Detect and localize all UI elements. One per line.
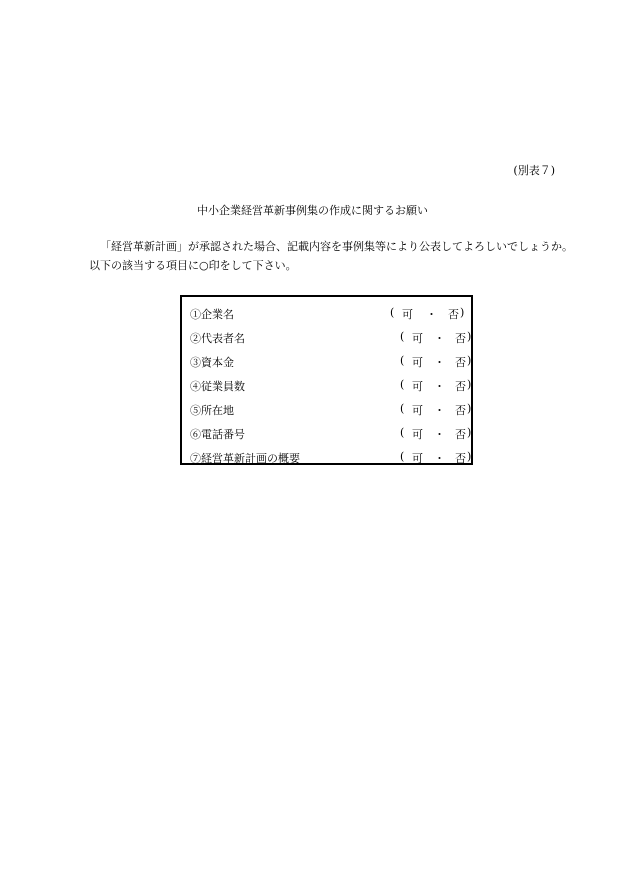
- consent-row-label: ⑤所在地: [190, 404, 234, 417]
- option-no[interactable]: 否: [455, 380, 466, 393]
- paren-close: ): [467, 378, 472, 391]
- option-no[interactable]: 否: [455, 332, 466, 345]
- option-separator: ・: [434, 452, 445, 465]
- paren-open: (: [400, 402, 405, 415]
- paren-close: ): [460, 306, 465, 319]
- consent-row-capital: [190, 354, 472, 372]
- option-yes[interactable]: 可: [412, 452, 423, 465]
- option-separator: ・: [434, 332, 445, 345]
- consent-row-label: ②代表者名: [190, 332, 245, 345]
- paren-open: (: [400, 378, 405, 391]
- consent-row-label: ④従業員数: [190, 380, 245, 393]
- consent-row-address: [190, 402, 472, 420]
- option-yes[interactable]: 可: [402, 308, 413, 321]
- option-yes[interactable]: 可: [412, 428, 423, 441]
- consent-row-label: ⑦経営革新計画の概要: [190, 452, 300, 465]
- paren-open: (: [400, 426, 405, 439]
- paren-close: ): [467, 402, 472, 415]
- paren-close: ): [467, 354, 472, 367]
- consent-row-employees: [190, 378, 472, 396]
- consent-row-label: ③資本金: [190, 356, 234, 369]
- paren-open: (: [400, 450, 405, 463]
- consent-row-representative: [190, 330, 472, 348]
- consent-row-label: ①企業名: [190, 308, 234, 321]
- option-no[interactable]: 否: [455, 404, 466, 417]
- option-yes[interactable]: 可: [412, 332, 423, 345]
- paren-open: (: [390, 306, 395, 319]
- option-separator: ・: [434, 380, 445, 393]
- option-separator: ・: [434, 404, 445, 417]
- annex-label: (別表７): [513, 164, 555, 177]
- document-title: 中小企業経営革新事例集の作成に関するお願い: [197, 204, 428, 217]
- option-yes[interactable]: 可: [412, 380, 423, 393]
- consent-row-company-name: [190, 306, 467, 324]
- option-separator: ・: [434, 428, 445, 441]
- option-no[interactable]: 否: [455, 428, 466, 441]
- consent-row-plan-summary: [190, 450, 472, 468]
- paren-open: (: [400, 330, 405, 343]
- option-yes[interactable]: 可: [412, 404, 423, 417]
- option-no[interactable]: 否: [455, 356, 466, 369]
- option-no[interactable]: 否: [455, 452, 466, 465]
- option-no[interactable]: 否: [448, 308, 459, 321]
- consent-row-label: ⑥電話番号: [190, 428, 245, 441]
- consent-row-phone: [190, 426, 472, 444]
- paren-open: (: [400, 354, 405, 367]
- intro-line-2: 以下の該当する項目に○印をして下さい。: [89, 259, 297, 272]
- consent-table: [180, 295, 473, 465]
- intro-text: [89, 237, 573, 275]
- option-separator: ・: [434, 356, 445, 369]
- paren-close: ): [467, 330, 472, 343]
- option-separator: ・: [426, 308, 437, 321]
- paren-close: ): [467, 450, 472, 463]
- intro-line-1: 「経営革新計画」が承認された場合、記載内容を事例集等により公表してよろしいでしょうか。: [100, 240, 573, 253]
- option-yes[interactable]: 可: [412, 356, 423, 369]
- paren-close: ): [467, 426, 472, 439]
